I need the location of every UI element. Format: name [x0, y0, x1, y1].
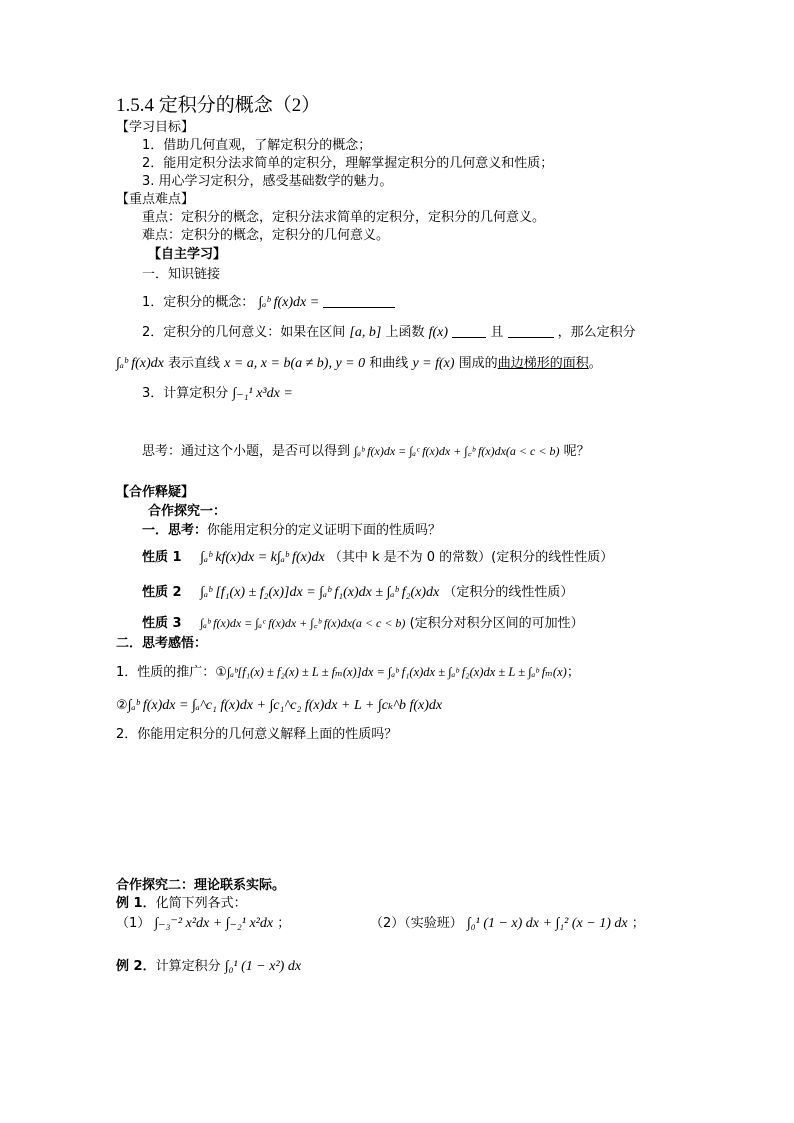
answer-blank: [323, 293, 395, 308]
part-1-math: ∫₋₃⁻² x²dx + ∫₋₂¹ x²dx: [154, 916, 274, 931]
question-2-text-b: 上函数: [385, 325, 425, 340]
property-1-note: （其中 k 是不为 0 的常数）(定积分的线性性质）: [328, 550, 614, 565]
goal-item-2: 2．能用定积分法求简单的定积分，理解掌握定积分的几何意义和性质；: [142, 156, 554, 171]
part-2-label: （2）（实验班）: [370, 916, 463, 931]
example-1-part-1: [116, 915, 290, 933]
key-points-heading: 【重点难点】: [116, 192, 195, 207]
property-2-math: ∫ₐᵇ [f₁(x) ± f₂(x)]dx = ∫ₐᵇ f₁(x)dx ± ∫ₐᵇ f₂(x)dx: [200, 585, 440, 600]
question-2-text-d: ，那么定积分: [557, 325, 636, 340]
reflection-heading: 二．思考感悟：: [116, 636, 208, 651]
interval-math: [a, b]: [349, 325, 382, 340]
question-1-label: 1．定积分的概念：: [142, 295, 255, 310]
example-2-label: 例 2．: [116, 959, 156, 974]
example-1: [116, 895, 247, 913]
example-2: [116, 958, 301, 976]
part-2-math: ∫₀¹ (1 − x) dx + ∫₁² (x − 1) dx: [466, 916, 628, 931]
question-2-text-f: 和曲线: [369, 356, 409, 371]
property-1: [142, 549, 613, 567]
function-math: f(x): [428, 325, 449, 340]
question-2-text-e: 表示直线: [167, 356, 220, 371]
curved-trapezoid-area-text: 曲边梯形的面积: [497, 356, 589, 371]
generalization-label-2: ②: [116, 698, 128, 713]
example-1-part-2: [370, 915, 645, 933]
question-2-text-g: 围成的: [458, 356, 498, 371]
generalization-1: [116, 663, 580, 682]
think-question: [142, 442, 590, 461]
property-2: [142, 584, 573, 602]
curve-math: y = f(x): [412, 356, 455, 371]
generalization-sep: ；: [566, 665, 580, 680]
property-1-label: 性质 1: [142, 550, 182, 565]
question-geometric-meaning: 2．你能用定积分的几何意义解释上面的性质吗？: [116, 727, 398, 742]
property-3-label: 性质 3: [142, 616, 182, 631]
integral-x-cubed-math: ∫₋₁¹ x³dx =: [232, 386, 293, 401]
example-1-text: 化简下列各式：: [155, 896, 247, 911]
question-1: [142, 293, 395, 312]
answer-blank: [508, 323, 554, 338]
key-point-text: 重点：定积分的概念，定积分法求简单的定积分，定积分的几何意义。: [142, 210, 546, 225]
lines-math: x = a, x = b(a ≠ b), y = 0: [224, 356, 366, 371]
explore-one-heading: 合作探究一：: [148, 504, 227, 519]
question-2: [142, 323, 636, 342]
example-2-math: ∫₀¹ (1 − x²) dx: [224, 959, 302, 974]
property-1-math: ∫ₐᵇ kf(x)dx = k∫ₐᵇ f(x)dx: [200, 550, 325, 565]
question-2-text-a: 2．定积分的几何意义：如果在区间: [142, 325, 346, 340]
property-3-note: (定积分对积分区间的可加性）: [409, 616, 584, 631]
goal-item-3: 3. 用心学习定积分，感受基础数学的魅力。: [142, 174, 393, 189]
answer-blank: [452, 323, 486, 338]
goal-item-1: 1．借助几何直观，了解定积分的概念；: [142, 138, 372, 153]
explore-two-heading: 合作探究二：理论联系实际。: [116, 878, 286, 893]
additivity-math: ∫ₐᵇ f(x)dx = ∫ₐᶜ f(x)dx + ∫꜀ᵇ f(x)dx(a < c < b): [354, 444, 560, 458]
generalization-math-1: ∫ₐᵇ[f₁(x) ± f₂(x) ± L ± fₘ(x)]dx = ∫ₐᵇ f₁(x)dx ± ∫ₐᵇ f₂(x)dx ± L ± ∫ₐᵇ fₘ(x): [226, 665, 567, 679]
question-2-text-i: 。: [588, 356, 602, 371]
page-title: 1.5.4 定积分的概念（2）: [116, 95, 321, 116]
question-2-continued: [116, 355, 602, 373]
integral-math: ∫ₐᵇ f(x)dx: [116, 356, 164, 371]
question-2-text-c: 且: [490, 325, 504, 340]
cooperative-heading: 【合作释疑】: [116, 485, 195, 500]
property-2-label: 性质 2: [142, 585, 182, 600]
self-study-heading: 【自主学习】: [148, 247, 227, 262]
think-prompt-label: 一．思考：: [142, 523, 208, 538]
property-3-math: ∫ₐᵇ f(x)dx = ∫ₐᶜ f(x)dx + ∫꜀ᵇ f(x)dx(a < c < b): [200, 616, 406, 630]
think-prompt-text: 你能用定积分的定义证明下面的性质吗？: [207, 523, 442, 538]
example-2-text: 计算定积分: [155, 959, 221, 974]
think-end: 呢？: [563, 444, 590, 459]
part-1-end: ；: [277, 916, 291, 931]
integral-definition-math: ∫ₐᵇ f(x)dx =: [258, 295, 320, 310]
question-3: [142, 385, 293, 403]
question-3-label: 3．计算定积分: [142, 386, 229, 401]
generalization-label: 1．性质的推广：①: [116, 665, 227, 680]
property-2-note: （定积分的线性性质）: [443, 585, 574, 600]
generalization-math-2: ∫ₐᵇ f(x)dx = ∫ₐ^c₁ f(x)dx + ∫c₁^c₂ f(x)dx + L + ∫cₖ^b f(x)dx: [127, 698, 443, 713]
example-1-label: 例 1．: [116, 896, 156, 911]
property-3: [142, 614, 584, 633]
difficult-point-text: 难点：定积分的概念，定积分的几何意义。: [142, 228, 390, 243]
learning-goals-heading: 【学习目标】: [116, 120, 195, 135]
think-prompt: [142, 522, 441, 540]
part-2-end: ；: [631, 916, 645, 931]
think-label: 思考：通过这个小题，是否可以得到: [142, 444, 351, 459]
knowledge-link-heading: 一．知识链接: [142, 267, 221, 282]
generalization-2: [116, 697, 442, 715]
part-1-label: （1）: [116, 916, 151, 931]
